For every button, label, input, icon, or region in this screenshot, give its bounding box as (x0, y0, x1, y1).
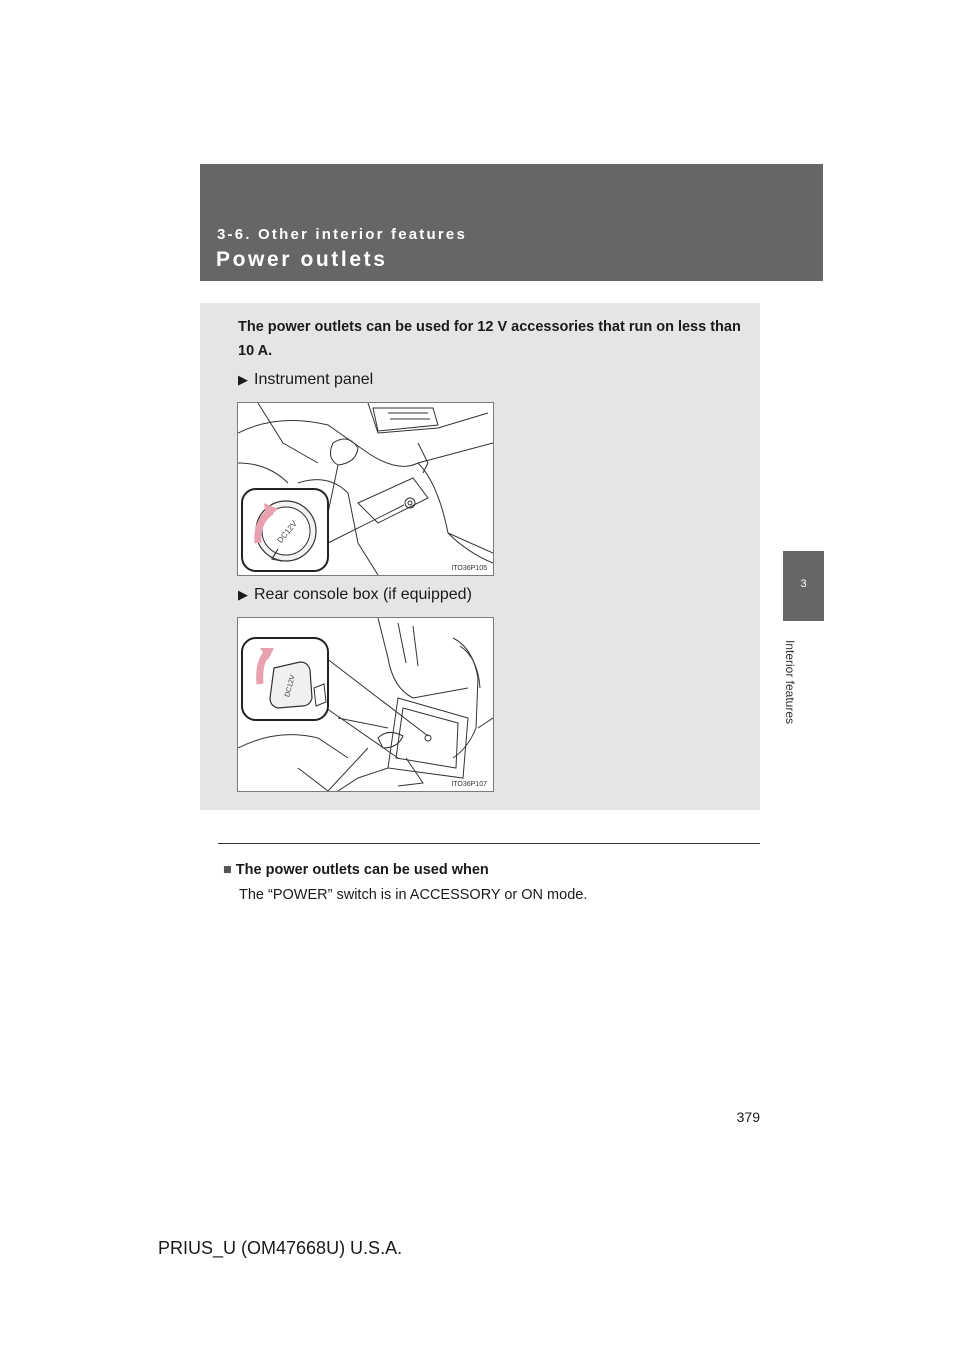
chapter-tab[interactable] (783, 551, 824, 621)
rear-console-illustration (238, 618, 493, 791)
figure-instrument-panel (237, 402, 494, 576)
bullet-label: Rear console box (if equipped) (254, 586, 472, 603)
svg-text:DC12V: DC12V (284, 674, 297, 698)
figure-code: ITO36P107 (451, 781, 487, 788)
figure-code: ITO36P105 (451, 565, 487, 572)
chapter-number: 3 (800, 578, 807, 590)
outlet-closeup-callout (242, 489, 328, 571)
bullet-instrument-panel (238, 371, 373, 389)
figure-rear-console (237, 617, 494, 792)
intro-text: The power outlets can be used for 12 V accessories that run on less than 10 A. (238, 319, 741, 359)
bullet-rear-console (238, 586, 472, 604)
instrument-panel-illustration (238, 403, 493, 575)
section-label: 3-6. Other interior features (217, 226, 467, 243)
note-body: The “POWER” switch is in ACCESSORY or ON mode. (239, 887, 588, 903)
info-box (200, 303, 760, 810)
bullet-label: Instrument panel (254, 371, 374, 388)
footer-model-code: PRIUS_U (OM47668U) U.S.A. (158, 1238, 403, 1258)
note-heading-text: The power outlets can be used when (235, 862, 489, 878)
section-divider (218, 843, 760, 844)
page-title: Power outlets (216, 248, 388, 271)
outlet-closeup-callout (242, 638, 328, 720)
chapter-side-label-text: Interior features (783, 639, 797, 725)
triangle-bullet-icon: ▶ (238, 372, 248, 387)
note-heading (223, 862, 489, 878)
svg-text:DC12V: DC12V (275, 519, 299, 545)
page-number: 379 (736, 1109, 760, 1125)
square-bullet-icon: ■ (223, 862, 232, 878)
chapter-header (200, 164, 823, 281)
triangle-bullet-icon: ▶ (238, 587, 248, 602)
chapter-side-label (781, 632, 799, 732)
